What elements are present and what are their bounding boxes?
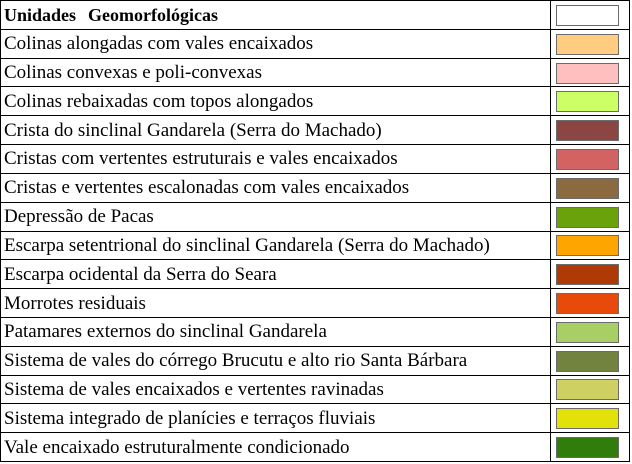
legend-row bbox=[1, 231, 630, 260]
unit-label: Sistema de vales encaixados e vertentes ravinadas bbox=[1, 375, 551, 404]
unit-label: Colinas convexas e poli-convexas bbox=[1, 58, 551, 87]
unit-label: Depressão de Pacas bbox=[1, 202, 551, 231]
header-word-geomorfologicas: Geomorfológicas bbox=[88, 4, 218, 25]
unit-label: Escarpa ocidental da Serra do Seara bbox=[1, 260, 551, 289]
unit-label: Sistema integrado de planícies e terraços fluviais bbox=[1, 404, 551, 433]
unit-color-swatch bbox=[556, 149, 619, 170]
legend-row bbox=[1, 173, 630, 202]
unit-swatch-cell bbox=[551, 404, 630, 433]
unit-color-swatch bbox=[556, 207, 619, 228]
legend-row bbox=[1, 116, 630, 145]
legend-row bbox=[1, 145, 630, 174]
unit-swatch-cell bbox=[551, 202, 630, 231]
unit-color-swatch bbox=[556, 437, 619, 458]
unit-label: Morrotes residuais bbox=[1, 289, 551, 318]
legend-row bbox=[1, 433, 630, 462]
unit-swatch-cell bbox=[551, 289, 630, 318]
unit-color-swatch bbox=[556, 379, 619, 400]
unit-color-swatch bbox=[556, 91, 619, 112]
legend-header-row bbox=[1, 1, 630, 30]
unit-swatch-cell bbox=[551, 433, 630, 462]
header-swatch-cell bbox=[551, 1, 630, 30]
unit-color-swatch bbox=[556, 235, 619, 256]
unit-swatch-cell bbox=[551, 317, 630, 346]
unit-swatch-cell bbox=[551, 375, 630, 404]
unit-label: Colinas alongadas com vales encaixados bbox=[1, 29, 551, 58]
unit-swatch-cell bbox=[551, 260, 630, 289]
legend-row bbox=[1, 87, 630, 116]
unit-color-swatch bbox=[556, 351, 619, 372]
unit-swatch-cell bbox=[551, 29, 630, 58]
legend-row bbox=[1, 260, 630, 289]
header-word-unidades: Unidades bbox=[4, 4, 77, 25]
unit-color-swatch bbox=[556, 63, 619, 84]
unit-color-swatch bbox=[556, 120, 619, 141]
unit-color-swatch bbox=[556, 322, 619, 343]
legend-row bbox=[1, 29, 630, 58]
legend-row bbox=[1, 404, 630, 433]
unit-label: Patamares externos do sinclinal Gandarela bbox=[1, 317, 551, 346]
unit-label: Sistema de vales do córrego Brucutu e alto rio Santa Bárbara bbox=[1, 346, 551, 375]
unit-swatch-cell bbox=[551, 231, 630, 260]
unit-color-swatch bbox=[556, 178, 619, 199]
unit-color-swatch bbox=[556, 264, 619, 285]
legend-row bbox=[1, 58, 630, 87]
unit-label: Cristas e vertentes escalonadas com vales encaixados bbox=[1, 173, 551, 202]
unit-swatch-cell bbox=[551, 346, 630, 375]
unit-label: Vale encaixado estruturalmente condicionado bbox=[1, 433, 551, 462]
unit-color-swatch bbox=[556, 408, 619, 429]
legend-row bbox=[1, 289, 630, 318]
unit-swatch-cell bbox=[551, 116, 630, 145]
unit-swatch-cell bbox=[551, 58, 630, 87]
legend-header-label bbox=[1, 1, 551, 30]
legend-row bbox=[1, 346, 630, 375]
legend-row bbox=[1, 317, 630, 346]
unit-swatch-cell bbox=[551, 87, 630, 116]
legend-row bbox=[1, 202, 630, 231]
unit-label: Crista do sinclinal Gandarela (Serra do Machado) bbox=[1, 116, 551, 145]
unit-color-swatch bbox=[556, 293, 619, 314]
header-color-swatch bbox=[556, 5, 619, 26]
unit-label: Cristas com vertentes estruturais e vales encaixados bbox=[1, 145, 551, 174]
unit-label: Escarpa setentrional do sinclinal Gandarela (Serra do Machado) bbox=[1, 231, 551, 260]
unit-swatch-cell bbox=[551, 145, 630, 174]
unit-swatch-cell bbox=[551, 173, 630, 202]
unit-label: Colinas rebaixadas com topos alongados bbox=[1, 87, 551, 116]
legend-row bbox=[1, 375, 630, 404]
unit-color-swatch bbox=[556, 34, 619, 55]
